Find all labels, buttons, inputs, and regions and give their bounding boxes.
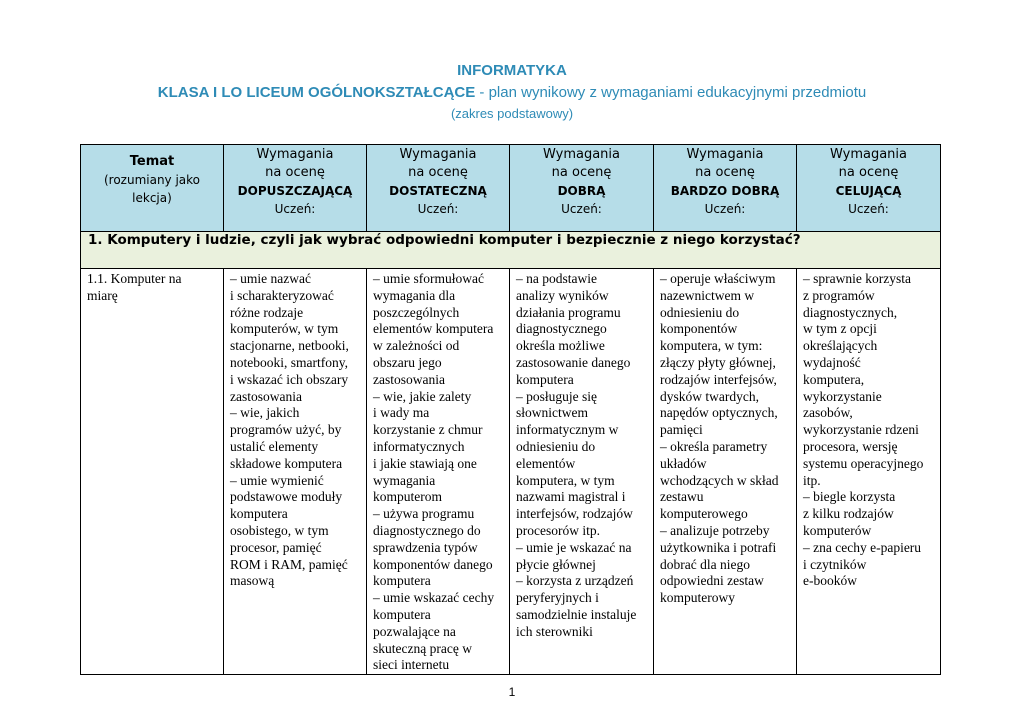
header-req-on: na ocenę xyxy=(265,165,325,180)
scope-subtitle: (zakres podstawowy) xyxy=(450,106,574,121)
subject-title: INFORMATYKA xyxy=(457,62,567,79)
header-req-on: na ocenę xyxy=(551,165,612,180)
header-grade-name: DOPUSZCZAJĄCĄ xyxy=(237,184,353,198)
requirement-cell-celujaca xyxy=(797,269,941,675)
header-req-label: Wymagania xyxy=(686,147,764,162)
page-number: 1 xyxy=(508,685,516,699)
header-student: Uczeń: xyxy=(848,202,889,216)
requirement-text: – umie nazwać i scharakteryzować różne rodzaje komputerów, w tym stacjonarne, netbooki, notebooki, smartfony, i wskazać ich obszary zastosowania – wie, jakich programów użyć, by ustalić elementy składowe komputera – umie wymienić podstawowe moduły komputera osobistego, w tym procesor, pamięć ROM i RAM, pamięć masową xyxy=(230,271,349,589)
header-grade-cell xyxy=(367,145,510,232)
header-student: Uczeń: xyxy=(561,202,602,216)
header-grade-name: DOBRĄ xyxy=(557,184,606,198)
requirements-table xyxy=(80,144,941,675)
requirement-cell-bardzo-dobra xyxy=(654,269,797,675)
requirement-cell-dobra xyxy=(510,269,654,675)
class-title xyxy=(0,82,1024,104)
header-req-label: Wymagania xyxy=(543,147,620,162)
requirement-text: – sprawnie korzysta z programów diagnostycznych, w tym z opcji określających wydajność komputera, wykorzystanie zasobów, wykorzystanie rdzeni procesora, wersję systemu operacyjnego itp. – biegle korzysta z kilku rodzajów komputerów – zna cechy e-papieru i czytników e-booków xyxy=(803,271,924,589)
header-req-on: na ocenę xyxy=(408,165,468,180)
header-grade-cell xyxy=(797,145,941,232)
header-req-label: Wymagania xyxy=(256,147,334,162)
header-student: Uczeń: xyxy=(704,202,746,216)
topic-text: 1.1. Komputer na miarę xyxy=(87,271,182,303)
document-title xyxy=(0,60,1024,124)
header-topic-title: Temat xyxy=(129,154,175,169)
requirement-cell-dostateczna xyxy=(367,269,510,675)
class-title-rest: - plan wynikowy z wymaganiami edukacyjnymi przedmiotu xyxy=(475,84,867,101)
header-grade-name: DOSTATECZNĄ xyxy=(389,184,487,198)
section-row xyxy=(81,232,941,269)
header-req-label: Wymagania xyxy=(830,147,907,162)
requirement-text: – operuje właściwym nazewnictwem w odniesieniu do komponentów komputera, w tym: złączy płyty głównej, rodzajów interfejsów, dysków twardych, napędów optycznych, pamięci – określa parametry układów wchodzących w skład zestawu komputerowego – analizuje potrzeby użytkownika i potrafi dobrać dla niego odpowiedni zestaw komputerowy xyxy=(660,271,779,606)
header-topic-cell xyxy=(81,145,224,232)
header-topic-subtitle: (rozumiany jako lekcja) xyxy=(103,173,201,205)
requirement-text: – umie sformułować wymagania dla poszczególnych elementów komputera w zależności od obszaru jego zastosowania – wie, jakie zalety i wady ma korzystanie z chmur informatycznych i jakie stawiają one wymagania komputerom – używa programu diagnostycznego do sprawdzenia typów komponentów danego komputera – umie wskazać cechy komputera pozwalające na skuteczną pracę w sieci internetu xyxy=(373,271,495,673)
requirement-cell-dopuszczajaca xyxy=(224,269,367,675)
header-grade-name: CELUJĄCĄ xyxy=(835,184,902,198)
section-title: 1. Komputery i ludzie, czyli jak wybrać odpowiedni komputer i bezpiecznie z niego korzystać? xyxy=(88,232,801,248)
topic-cell xyxy=(81,269,224,675)
header-grade-cell xyxy=(224,145,367,232)
header-student: Uczeń: xyxy=(417,202,459,216)
requirement-text: – na podstawie analizy wyników działania programu diagnostycznego określa możliwe zastosowanie danego komputera – posługuje się słownictwem informatycznym w odniesieniu do elementów komputera, w tym nazwami magistral i interfejsów, rodzajów procesorów itp. – umie je wskazać na płycie głównej – korzysta z urządzeń peryferyjnych i samodzielnie instaluje ich sterowniki xyxy=(516,271,637,639)
header-req-label: Wymagania xyxy=(399,147,477,162)
header-grade-cell xyxy=(654,145,797,232)
header-student: Uczeń: xyxy=(274,202,316,216)
section-cell xyxy=(81,232,941,269)
header-row xyxy=(81,145,941,232)
header-req-on: na ocenę xyxy=(695,165,755,180)
header-grade-name: BARDZO DOBRĄ xyxy=(670,184,780,198)
header-req-on: na ocenę xyxy=(838,165,899,180)
table-row xyxy=(81,269,941,675)
class-title-bold: KLASA I LO LICEUM OGÓLNOKSZTAŁCĄCE xyxy=(157,84,476,101)
header-grade-cell xyxy=(510,145,654,232)
